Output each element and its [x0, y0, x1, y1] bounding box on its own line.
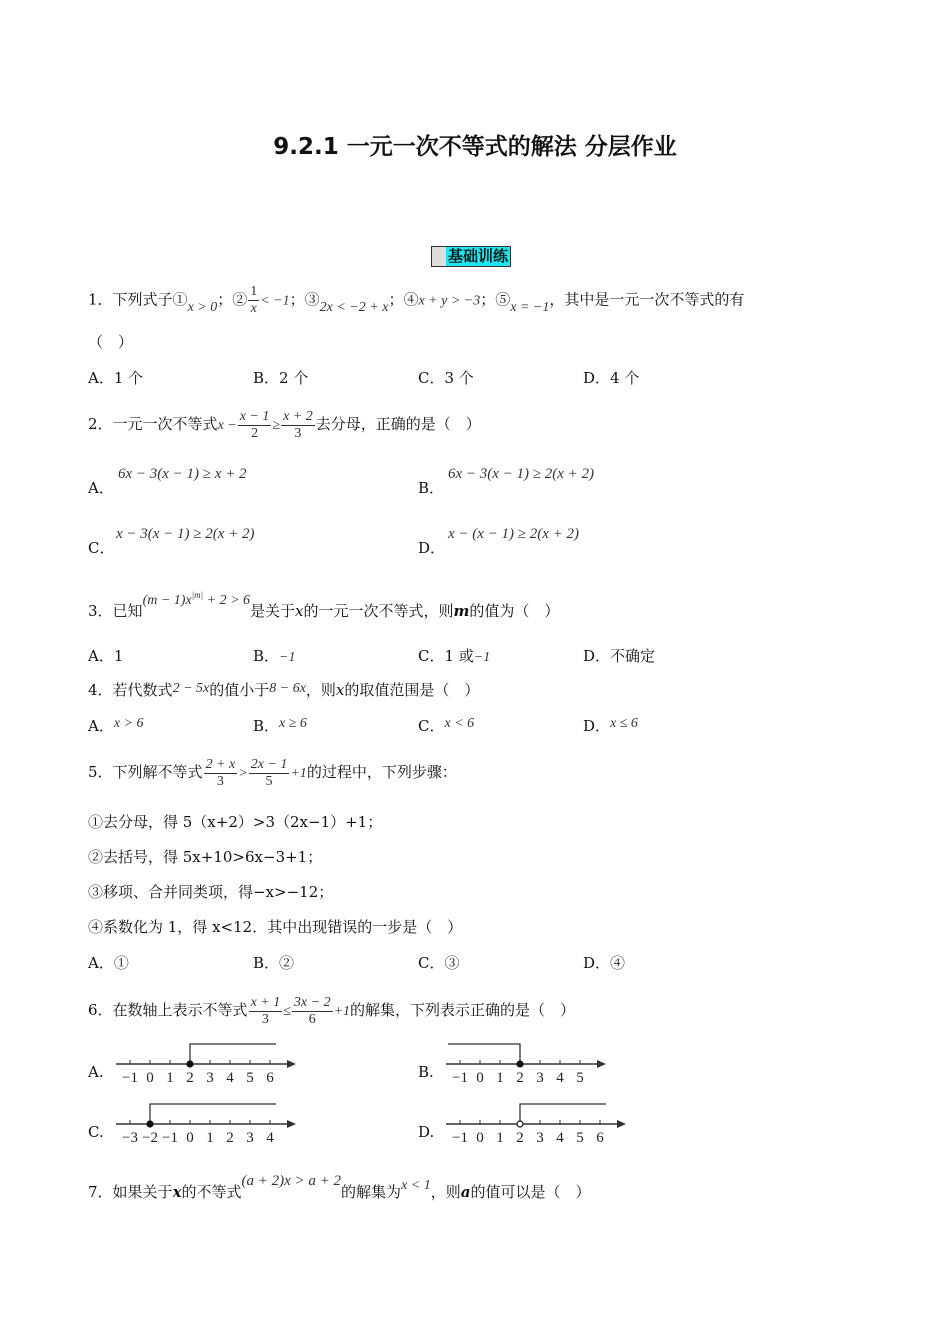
numerator: 1 [250, 284, 258, 299]
math: 6x − 3(x − 1) ≥ 2(x + 2) [448, 466, 595, 482]
q-text: ；④ [388, 290, 419, 309]
option-label: A． [88, 717, 114, 735]
fraction [292, 995, 333, 1028]
math: < −1 [260, 293, 290, 309]
number-line-a [112, 1040, 322, 1090]
var: x [335, 681, 345, 699]
math: x > 6 [113, 716, 144, 731]
q-number: 2． [88, 415, 113, 433]
axis-arrow [287, 1060, 296, 1068]
tick-label: 1 [496, 1130, 504, 1146]
section-header [431, 246, 511, 267]
q-text: 下列式子① [112, 290, 188, 309]
option-b [253, 646, 295, 668]
q-text: 的解集，下列表示正确的是（ ） [350, 1001, 576, 1019]
tick-label: 2 [516, 1130, 524, 1146]
math: +1 [333, 1004, 351, 1019]
math: x > 0 [187, 299, 218, 315]
q-text: 如果关于 [112, 1183, 173, 1201]
option-value: 不确定 [610, 647, 656, 665]
numerator: x + 1 [250, 994, 281, 1010]
fraction [238, 409, 272, 442]
option-value: −1 [279, 650, 296, 665]
var: m [453, 602, 470, 620]
denominator: 3 [261, 1011, 269, 1027]
step-1: ①去分母，得 5（x+2）>3（2x−1）+1； [88, 813, 383, 831]
q-number: 6． [88, 1001, 113, 1019]
question-2 [88, 404, 481, 446]
option-c: C．③ [418, 954, 460, 972]
q-text: 是关于 [250, 602, 296, 620]
option-label: D． [583, 717, 611, 735]
option-label: D． [418, 539, 446, 557]
option-b-label: B. [418, 1063, 434, 1081]
option-a: A．① [88, 954, 129, 972]
step-3: ③移项、合并同类项，得−x>−12； [88, 883, 334, 901]
q-text: 在数轴上表示不等式 [112, 1001, 248, 1019]
tick-label: 4 [226, 1070, 234, 1086]
option-label: B． [418, 479, 445, 497]
q-text: ，其中是一元一次不等式的有 [549, 290, 745, 309]
tick-label: 4 [556, 1130, 564, 1146]
q-text: 的一元一次不等式，则 [303, 602, 454, 620]
numerator: 3x − 2 [293, 994, 331, 1010]
option-c: C．3 个 [418, 369, 474, 387]
math: x < 1 [401, 1178, 431, 1193]
question-1 [88, 284, 744, 317]
math: x ≥ 6 [279, 716, 307, 731]
fraction [249, 995, 283, 1028]
math-exponent: |m| [191, 590, 204, 600]
tick-label: 1 [166, 1070, 174, 1086]
q-text: 去分母，正确的是（ ） [315, 415, 481, 433]
option-label: D． [583, 647, 611, 665]
q-text: 的过程中，下列步骤： [306, 763, 457, 781]
section-marker [432, 247, 446, 266]
option-d: D．4 个 [583, 369, 640, 387]
tick-label: −1 [122, 1070, 138, 1086]
q-number: 4． [88, 681, 113, 699]
tick-label: 6 [596, 1130, 604, 1146]
math: 2x < −2 + x [319, 299, 389, 315]
tick-label: −1 [162, 1130, 178, 1146]
option-c [418, 716, 474, 738]
answer-paren: （ ） [88, 333, 134, 351]
tick-label: 3 [206, 1070, 214, 1086]
tick-label: 3 [536, 1070, 544, 1086]
q-text: 的值为（ ） [469, 602, 560, 620]
q-text: ，则 [430, 1183, 461, 1201]
option-a [88, 716, 144, 738]
denominator: 3 [294, 425, 302, 441]
option-c-label: C. [88, 1123, 104, 1141]
tick-label: 3 [536, 1130, 544, 1146]
math: 2 − 5x [172, 681, 210, 696]
q-text: ；③ [289, 290, 320, 309]
tick-label: 5 [576, 1070, 584, 1086]
tick-label: −2 [142, 1130, 158, 1146]
var: a [460, 1183, 471, 1201]
option-b: B．② [253, 954, 295, 972]
tick-label: 2 [226, 1130, 234, 1146]
tick-label: 4 [266, 1130, 274, 1146]
math: ≤ [283, 1004, 291, 1019]
math: > [238, 766, 248, 781]
q-text: ；② [217, 290, 248, 309]
number-line-b [442, 1040, 632, 1090]
question-6 [88, 990, 575, 1032]
numerator: x + 2 [283, 408, 313, 424]
tick-label: 0 [476, 1130, 484, 1146]
math: x = −1 [510, 299, 550, 315]
option-label: A． [88, 647, 114, 665]
solution-bracket [150, 1104, 276, 1124]
axis-arrow [617, 1120, 626, 1128]
option-d-label: D. [418, 1123, 435, 1141]
math: x − [217, 418, 237, 433]
fraction [281, 409, 315, 442]
q-text: 的不等式 [181, 1183, 242, 1201]
fraction [204, 757, 238, 790]
tick-label: 1 [206, 1130, 214, 1146]
tick-label: −1 [452, 1070, 468, 1086]
question-5 [88, 752, 457, 794]
filled-point [187, 1061, 193, 1067]
numerator: 2x − 1 [250, 756, 288, 772]
q-text: ，则 [305, 681, 336, 699]
step-2: ②去括号，得 5x+10>6x−3+1； [88, 848, 323, 866]
var: x [172, 1183, 182, 1201]
math: + 2 > 6 [203, 593, 251, 608]
math: (m − 1)x [142, 593, 192, 608]
option-label: B． [253, 717, 280, 735]
axis-arrow [597, 1060, 606, 1068]
q-text: 下列解不等式 [112, 763, 203, 781]
tick-label: 0 [146, 1070, 154, 1086]
q-number: 5． [88, 763, 113, 781]
option-d [583, 646, 655, 666]
open-point [517, 1121, 523, 1127]
denominator: 5 [265, 773, 273, 789]
math: x ≤ 6 [610, 716, 638, 731]
q-text: 的值可以是（ ） [470, 1183, 591, 1201]
option-label: C． [88, 539, 115, 557]
tick-label: 1 [496, 1070, 504, 1086]
math: (a + 2)x > a + 2 [241, 1173, 342, 1189]
question-3 [88, 590, 560, 623]
tick-label: 0 [476, 1070, 484, 1086]
q-number: 7． [88, 1183, 113, 1201]
tick-label: −1 [452, 1130, 468, 1146]
option-b: B．2 个 [253, 369, 309, 387]
solution-bracket [448, 1044, 520, 1064]
q-text: 一元一次不等式 [112, 415, 218, 433]
numerator: 2 + x [205, 756, 236, 772]
tick-label: 2 [516, 1070, 524, 1086]
q-text: ；⑤ [480, 290, 511, 309]
tick-label: 4 [556, 1070, 564, 1086]
math: 8 − 6x [269, 681, 306, 696]
tick-label: −3 [122, 1130, 138, 1146]
math: +1 [290, 766, 307, 781]
number-line-c [112, 1100, 322, 1150]
tick-label: 2 [186, 1070, 194, 1086]
math: 6x − 3(x − 1) ≥ x + 2 [118, 466, 247, 482]
denominator: 6 [308, 1011, 316, 1027]
question-4 [88, 680, 479, 702]
q-text: 若代数式 [112, 681, 173, 699]
q-number: 1． [88, 290, 113, 309]
option-a-label: A. [88, 1063, 104, 1081]
math: ≥ [272, 418, 281, 433]
question-7 [88, 1173, 591, 1204]
option-d: D．④ [583, 954, 626, 972]
filled-point [517, 1061, 523, 1067]
page-title: 9.2.1 一元一次不等式的解法 分层作业 [273, 134, 677, 160]
tick-label: 0 [186, 1130, 194, 1146]
q-text: 的解集为 [341, 1183, 402, 1201]
math: x < 6 [444, 716, 475, 731]
option-c [418, 646, 490, 668]
tick-label: 6 [266, 1070, 274, 1086]
math: x − (x − 1) ≥ 2(x + 2) [448, 526, 580, 542]
option-a: A．1 个 [88, 369, 144, 387]
step-4: ④系数化为 1，得 x<12．其中出现错误的一步是（ ） [88, 918, 463, 936]
tick-label: 5 [576, 1130, 584, 1146]
number-line-d [442, 1100, 652, 1150]
option-value: 1 [113, 647, 124, 665]
numerator: x − 1 [239, 408, 270, 424]
option-label: C． [418, 647, 445, 665]
solution-bracket [520, 1104, 606, 1124]
option-b [253, 716, 307, 738]
fraction [249, 757, 290, 790]
option-label: B． [253, 647, 280, 665]
denominator: 3 [216, 773, 224, 789]
var: x [295, 602, 304, 620]
filled-point [147, 1121, 153, 1127]
q-number: 3． [88, 602, 113, 620]
option-d [583, 716, 638, 738]
section-label: 基础训练 [448, 247, 509, 265]
tick-label: 5 [246, 1070, 254, 1086]
denominator: 2 [251, 425, 259, 441]
option-label: A． [88, 479, 114, 497]
option-value: −1 [473, 650, 491, 665]
denominator: x [250, 301, 257, 316]
q-text: 的取值范围是（ ） [344, 681, 480, 699]
fraction [248, 284, 259, 317]
solution-bracket [190, 1044, 276, 1064]
math: x + y > −3 [418, 293, 481, 309]
option-a [88, 646, 123, 666]
math: x − 3(x − 1) ≥ 2(x + 2) [116, 526, 255, 542]
option-value: 1 或 [444, 647, 474, 665]
q-text: 的值小于 [209, 681, 270, 699]
axis-arrow [287, 1120, 296, 1128]
tick-label: 3 [246, 1130, 254, 1146]
option-label: C． [418, 717, 445, 735]
q-text: 已知 [112, 602, 143, 620]
